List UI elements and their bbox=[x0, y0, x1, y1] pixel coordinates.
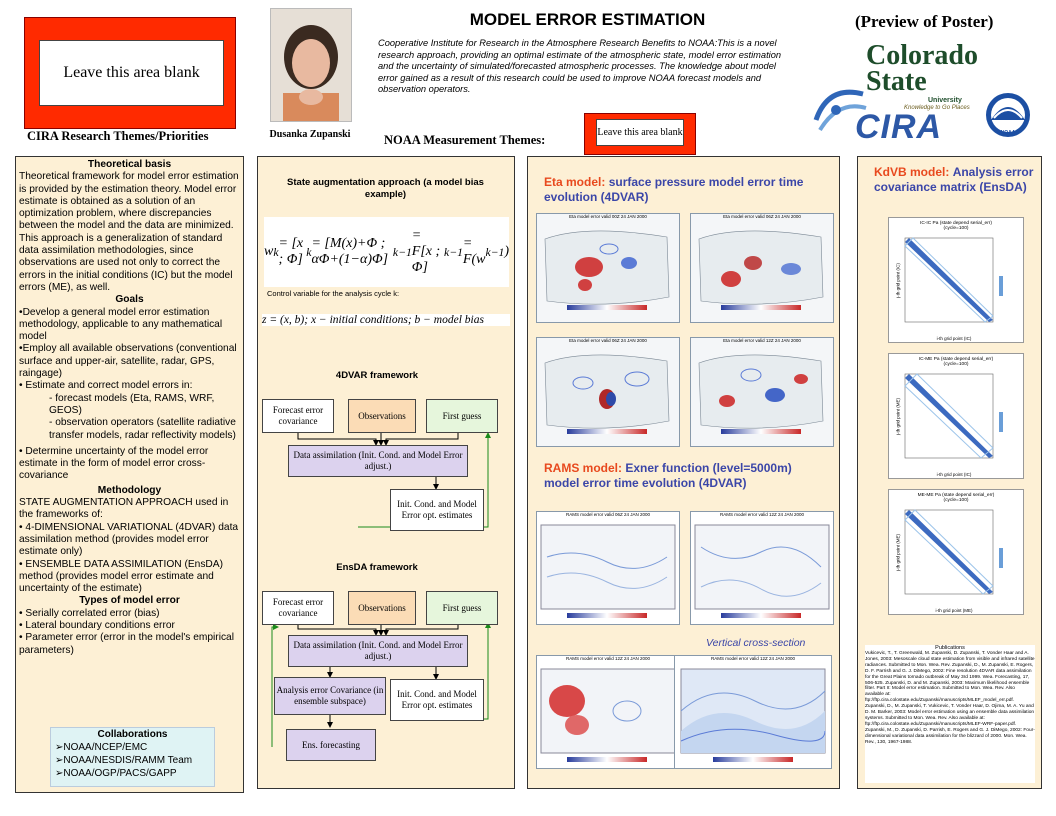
eta-map-4 bbox=[690, 337, 834, 447]
collaboration-item: ➢NOAA/OGP/PACS/GAPP bbox=[55, 768, 177, 779]
fw2-ens-forecasting-box: Ens. forecasting bbox=[286, 729, 376, 761]
map-caption: RAMS model error valid 06Z 24 JAN 2000 bbox=[565, 512, 651, 517]
eta-description: surface pressure model error time evolution (4DVAR) bbox=[544, 175, 804, 204]
rams-description: Exner function (level=5000m) model error time evolution (4DVAR) bbox=[544, 461, 792, 490]
rams-heading bbox=[544, 461, 829, 491]
fw1-forecast-cov-box: Forecast error covariance bbox=[262, 399, 334, 433]
fw2-analysis-cov-box: Analysis error Covariance (in ensemble subspace) bbox=[274, 677, 386, 715]
goals-heading: Goals bbox=[115, 294, 144, 306]
abstract-text: Cooperative Institute for Research in the Atmosphere Research Benefits to NOAA:This is a novel research approach, providing an optimal estimate of the atmospheric state, model error estimation and the uncertainty of simulated/forecasted atmospheric processes. The knowledge about model error gained as a result of this research could be used to improve NOAA forecast models and observation operators. bbox=[378, 38, 782, 95]
csu-logo-tagline: Knowledge to Go Places bbox=[904, 105, 970, 111]
plot-cycle: (cycle=100) bbox=[943, 226, 969, 231]
map-caption: RAMS model error valid 12Z 24 JAN 2000 bbox=[719, 512, 805, 517]
covariance-plot-ic-ic bbox=[888, 217, 1024, 343]
map-caption: RAMS model error valid 12Z 24 JAN 2000 bbox=[710, 656, 796, 661]
fw2-title: EnsDA framework bbox=[336, 562, 418, 573]
kdvb-label: KdVB model: bbox=[874, 165, 950, 179]
collaborations-heading: Collaborations bbox=[97, 729, 168, 740]
fw2-observations-box: Observations bbox=[348, 591, 416, 625]
plot-title: IC-IC Pa (state depend serial_err) bbox=[920, 221, 992, 226]
plot-ylabel: j-th grid point (ME) bbox=[895, 398, 901, 436]
plot-title: IC-ME Pa (state depend serial_err) bbox=[918, 357, 994, 362]
plot-cycle: (cycle=100) bbox=[943, 362, 969, 367]
noaa-themes-label: NOAA Measurement Themes: bbox=[384, 133, 546, 147]
plot-cycle: (cycle=100) bbox=[943, 498, 969, 503]
plot-xlabel: i-th grid point (ME) bbox=[935, 608, 973, 613]
goal-subitem: - observation operators (satellite radiative transfer models, radar reflectivity models) bbox=[49, 417, 236, 441]
cira-logo: CIRA bbox=[855, 108, 943, 146]
rams-map-2 bbox=[690, 511, 834, 625]
left-blank-label: Leave this area blank bbox=[39, 40, 224, 106]
plot-title: ME-ME Pa (state depend serial_err) bbox=[917, 493, 995, 498]
vertical-section-label: Vertical cross-section bbox=[706, 637, 806, 649]
methodology-text: STATE AUGMENTATION APPROACH used in the frameworks of: bbox=[19, 497, 229, 521]
eta-label: Eta model: bbox=[544, 175, 606, 189]
eta-map-3 bbox=[536, 337, 680, 447]
theory-panel bbox=[15, 156, 244, 793]
fw2-first-guess-box: First guess bbox=[426, 591, 498, 625]
kdvb-description: Analysis error covariance matrix (EnsDA) bbox=[874, 165, 1034, 194]
kdvb-panel bbox=[857, 156, 1042, 789]
plot-xlabel: i-th grid point (IC) bbox=[936, 472, 972, 477]
fw1-ic-estimates-box: Init. Cond. and Model Error opt. estimates bbox=[390, 489, 484, 531]
fw1-title: 4DVAR framework bbox=[335, 370, 419, 381]
author-name: Dusanka Zupanski bbox=[269, 129, 351, 140]
map-caption: Eta model error valid 12Z 24 JAN 2000 bbox=[723, 338, 801, 343]
noaa-logo-text: NOAA bbox=[1000, 130, 1016, 136]
publications-heading: Publications bbox=[935, 645, 965, 651]
theory-heading: Theoretical basis bbox=[87, 159, 172, 170]
publications-text: Vukicevic, T., T. Greenwald, M. Zupanski, D. Zupanski, T. Vonder Haar and A. Jones, 2003: Mesoscale cloud state estimation from visible and infrared satellite radiances. Submitted to Mon. Wea. Rev. Zupanski, D., M. Zupanski, E. Rogers, D. F. Parrish and G. J. DiMego, 2002: Fine resolution 4DVAR data assimilation for the Great Plains tornado outbreak of May 3rd 1999. Wea. Forecasting, 17, 506-525. Zupanski, D. and M. Zupanski, 2003: Maximum likelihood ensemble filter. Part II: Model error estimation. Submitted to Mon. Wea. Rev. Also available at: ftp://ftp.cira.colostate.edu/Zupanski/manuscripts/MLEF_model_err.pdf. Zupanski, D., M. Zupanski, T. Vukicevic, T. Vonder Haar, D. Ojima, M. A. Yu and D. M. Barker, 2003: Model error estimation using an ensemble data assimilation systems. Submitted to Mon. Wea. Rev. Also available at: ftp://ftp.cira.colostate.edu/Zupanski/manuscripts/MLEF-WRF-paper.pdf. Zupanski, M., D. Zupanski, D. Parrish, E. Rogers and G. J. DiMego, 2002: Four-dimensional variational data assimilation for the blizzard of 2000. Mon. Wea. Rev., 130, 1967-1988. bbox=[865, 651, 1035, 745]
noaa-logo bbox=[985, 92, 1031, 138]
goal-subitem: - forecast models (Eta, RAMS, WRF, GEOS) bbox=[49, 392, 215, 416]
rams-map-3 bbox=[536, 655, 680, 769]
control-variable-label: Control variable for the analysis cycle k: bbox=[267, 289, 400, 298]
map-caption: Eta model error valid 00Z 24 JAN 2000 bbox=[569, 214, 647, 219]
types-heading: Types of model error bbox=[79, 595, 180, 607]
map-caption: RAMS model error valid 12Z 24 JAN 2000 bbox=[565, 656, 651, 661]
eta-map-1 bbox=[536, 213, 680, 323]
csu-logo bbox=[866, 40, 978, 111]
plot-xlabel: i-th grid point (IC) bbox=[936, 336, 972, 341]
eta-heading bbox=[544, 175, 829, 205]
type-item: • Lateral boundary conditions error bbox=[19, 619, 175, 631]
collaboration-item: ➢NOAA/NESDIS/RAMM Team bbox=[55, 755, 193, 766]
cira-themes-label: CIRA Research Themes/Priorities bbox=[27, 129, 209, 143]
map-caption: Eta model error valid 06Z 24 JAN 2000 bbox=[723, 214, 801, 219]
eta-map-2 bbox=[690, 213, 834, 323]
methodology-panel bbox=[257, 156, 515, 789]
plot-ylabel: j-th grid point (IC) bbox=[895, 263, 901, 298]
page-title: MODEL ERROR ESTIMATION bbox=[469, 10, 706, 29]
fw2-data-assimilation-box: Data assimilation (Init. Cond. and Model Error adjust.) bbox=[288, 635, 468, 667]
csu-logo-line2: State bbox=[866, 66, 927, 97]
kdvb-heading bbox=[874, 165, 1036, 195]
type-item: • Serially correlated error (bias) bbox=[19, 607, 160, 619]
rams-map-1 bbox=[536, 511, 680, 625]
covariance-plot-ic-me bbox=[888, 353, 1024, 479]
goal-item: • Determine uncertainty of the model error estimate in the form of model error cross-covariance bbox=[19, 445, 209, 482]
fw2-forecast-cov-box: Forecast error covariance bbox=[262, 591, 334, 625]
rams-label: RAMS model: bbox=[544, 461, 622, 475]
fw1-observations-box: Observations bbox=[348, 399, 416, 433]
state-augmentation-heading: State augmentation approach (a model bias example) bbox=[287, 177, 484, 200]
methodology-item: • ENSEMBLE DATA ASSIMILATION (EnsDA) method (provides model error estimate and uncertainty of the estimate) bbox=[19, 558, 223, 595]
csu-logo-university: University bbox=[928, 97, 962, 104]
covariance-plot-me-me bbox=[888, 489, 1024, 615]
rams-vertical-section bbox=[674, 655, 832, 769]
map-caption: Eta model error valid 06Z 24 JAN 2000 bbox=[569, 338, 647, 343]
publications-box bbox=[865, 645, 1035, 783]
control-variable-equation: z = (x, b); x − initial conditions; b − model bias bbox=[262, 314, 510, 326]
goal-item: •Develop a general model error estimation methodology, applicable to any mathematical model bbox=[19, 306, 223, 343]
methodology-item: • 4-DIMENSIONAL VARIATIONAL (4DVAR) data assimilation method (provides model error estimate only) bbox=[19, 521, 239, 558]
goal-item: •Employ all available observations (conventional surface and upper-air, satellite, radar, GPS, raingage) bbox=[19, 343, 237, 380]
preview-label: (Preview of Poster) bbox=[855, 12, 994, 31]
state-augmentation-equation: w k = [x ; Φ] k = [M(x)+Φ ; αΦ+(1−α)Φ] k−1 = F[x ; Φ] k−1 = F(w k−1 ) bbox=[264, 217, 509, 287]
plot-ylabel: j-th grid point (ME) bbox=[895, 534, 901, 572]
collaborations-box bbox=[50, 727, 215, 787]
methodology-heading: Methodology bbox=[97, 484, 162, 496]
results-panel bbox=[527, 156, 840, 789]
author-photo bbox=[270, 8, 352, 122]
noaa-blank-label: Leave this area blank bbox=[596, 119, 684, 146]
goal-item: • Estimate and correct model errors in: bbox=[19, 380, 193, 392]
type-item: • Parameter error (error in the model's empirical parameters) bbox=[19, 632, 234, 656]
csu-logo-line1: Colorado bbox=[866, 40, 978, 71]
fw1-data-assimilation-box: Data assimilation (Init. Cond. and Model Error adjust.) bbox=[288, 445, 468, 477]
theory-text: Theoretical framework for model error estimation is provided by the estimation theory. Model error estimate is obtained as a solution of an optimization problem, where discrepancies between the model and the data are minimized. This approach is a generalization of standard data assimilation methodologies, since observations are used not only to correct the errors in the initial conditions (IC) but the model errors (ME), as well. bbox=[19, 171, 239, 293]
collaboration-item: ➢NOAA/NCEP/EMC bbox=[55, 742, 148, 753]
fw2-ic-estimates-box: Init. Cond. and Model Error opt. estimates bbox=[390, 679, 484, 721]
fw1-first-guess-box: First guess bbox=[426, 399, 498, 433]
